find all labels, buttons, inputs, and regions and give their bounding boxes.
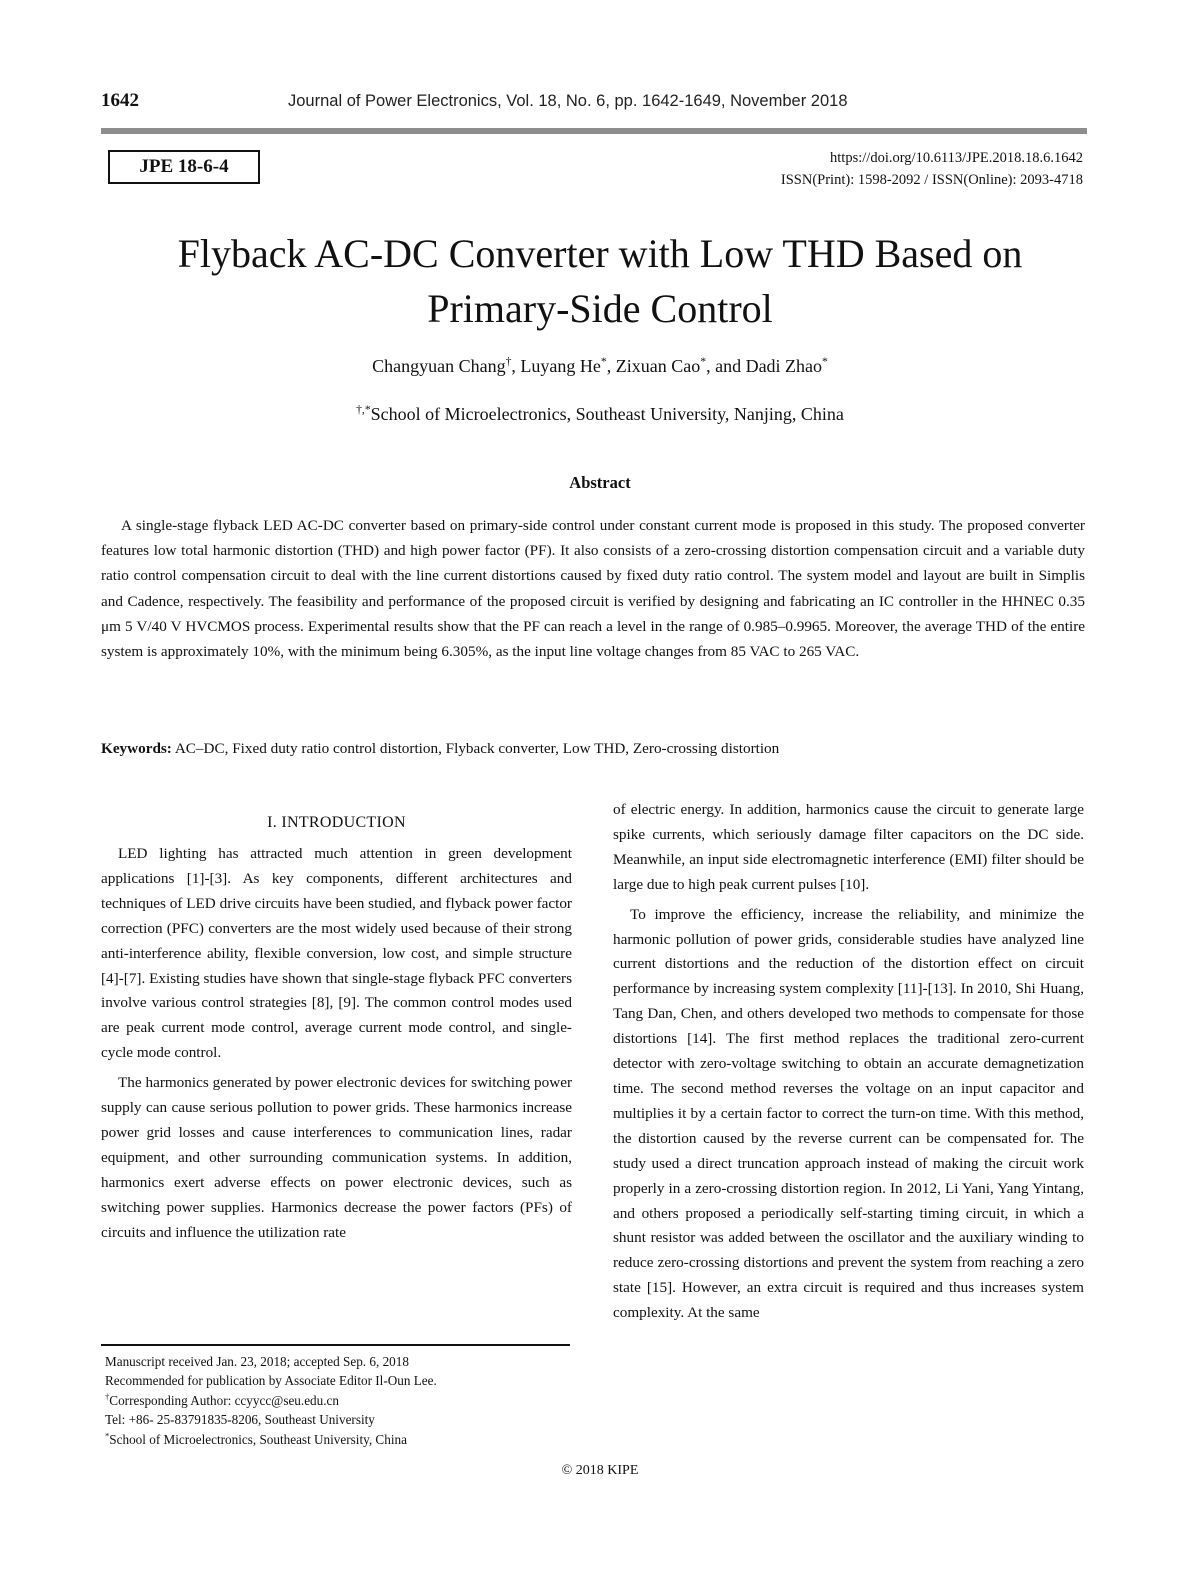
footnote-recommended: Recommended for publication by Associate Editor Il-Oun Lee. <box>105 1373 437 1389</box>
affiliation <box>60 404 1140 425</box>
paper-title <box>60 226 1140 336</box>
author-list <box>60 356 1140 377</box>
intro-paragraph-2: The harmonics generated by power electronic devices for switching power supply can cause serious pollution to power grids. These harmonics increase power grid losses and cause interferences to communication lines, radar equipment, and other surrounding communication systems. In addition, harmonics exert adverse effects on power electronic devices, such as switching power supplies. Harmonics decrease the power factors (PFs) of circuits and influence the utilization rate <box>101 1074 572 1241</box>
keywords-label: Keywords: <box>101 740 172 757</box>
title-line-2: Primary-Side Control <box>427 286 773 331</box>
author-1-mark: † <box>505 355 512 368</box>
abstract-text: A single-stage flyback LED AC-DC converter based on primary-side control under constant current mode is proposed in this study. The proposed converter features low total harmonic distortion (THD) and high power factor (PF). It also consists of a zero-crossing distortion compensation circuit and a variable duty ratio control compensation circuit to deal with the line current distortions caused by fixed duty ratio control. The system model and layout are built in Simplis and Cadence, respectively. The feasibility and performance of the proposed circuit is verified by designing and fabricating an IC controller in the HHNEC 0.35 μm 5 V/40 V HVCMOS process. Experimental results show that the PF can reach a level in the range of 0.985–0.9965. Moreover, the average THD of the entire system is approximately 10%, with the minimum being 6.305%, as the input line voltage changes from 85 VAC to 265 VAC. <box>101 517 1085 661</box>
author-4-mark: * <box>822 355 828 368</box>
copyright: © 2018 KIPE <box>561 1463 639 1478</box>
intro-paragraph-4: To improve the efficiency, increase the reliability, and minimize the harmonic pollution of power grids, considerable studies have analyzed line current distortions and the reduction of the distortion effect on circuit performance by increasing system complexity [11]-[13]. In 2010, Shi Huang, Tang Dan, Chen, and others developed two methods to compensate for those distortions [14]. The first method replaces the traditional zero-current detector with zero-voltage switching to obtain an accurate demagnetization time. The second method reverses the voltage on an input capacitor and multiplies it by a certain factor to correct the turn-on time. With this method, the distortion caused by the reverse current can be compensated for. The study used a direct truncation approach instead of making the circuit work properly in a zero-crossing distortion region. In 2012, Li Yani, Yang Yintang, and others proposed a periodically self-starting timing circuit, in which a shunt resistor was added between the oscillator and the auxiliary winding to reduce zero-crossing distortions and prevent the system from reaching a zero state [15]. However, an extra circuit is required and thus increases system complexity. At the same <box>613 905 1084 1322</box>
keywords-text: AC–DC, Fixed duty ratio control distortion, Flyback converter, Low THD, Zero-crossing distortion <box>171 740 780 757</box>
section-heading-introduction: I. INTRODUCTION <box>267 814 406 831</box>
header-rule <box>101 128 1087 134</box>
doi-link[interactable]: https://doi.org/10.6113/JPE.2018.18.6.1642 <box>830 150 1083 166</box>
author-3-mark: * <box>700 355 707 368</box>
jpe-code-box: JPE 18-6-4 <box>108 150 260 184</box>
affiliation-mark: †,* <box>356 403 371 416</box>
footnote-corresponding: †Corresponding Author: ccyycc@seu.edu.cn <box>105 1391 339 1408</box>
footnote-school: *School of Microelectronics, Southeast University, China <box>105 1430 407 1447</box>
title-line-1: Flyback AC-DC Converter with Low THD Based on <box>177 231 1023 276</box>
page-number: 1642 <box>101 90 139 111</box>
author-2: , Luyang He <box>511 356 601 376</box>
author-1: Changyuan Chang <box>372 356 506 376</box>
intro-paragraph-1: LED lighting has attracted much attention in green development applications [1]-[3]. As key components, different architectures and techniques of LED drive circuits have been studied, and flyback power factor correction (PFC) converters are the most widely used because of their strong anti-interference ability, flexible conversion, low cost, and simple structure [4]-[7]. Existing studies have shown that single-stage flyback PFC converters involve various control strategies [8], [9]. The common control modes used are peak current mode control, average current mode control, and single-cycle mode control. <box>101 845 572 1062</box>
author-2-mark: * <box>600 355 607 368</box>
author-4: , and Dadi Zhao <box>706 356 823 376</box>
author-3: , Zixuan Cao <box>606 356 701 376</box>
intro-paragraph-3: of electric energy. In addition, harmonics cause the circuit to generate large spike currents, which seriously damage filter capacitors on the DC side. Meanwhile, an input side electromagnetic interference (EMI) filter should be large due to high peak current pulses [10]. <box>613 801 1084 893</box>
keywords <box>101 740 1085 758</box>
right-column <box>613 798 1084 1331</box>
footnote-tel: Tel: +86- 25-83791835-8206, Southeast University <box>105 1412 375 1428</box>
footnote-rule <box>101 1344 570 1346</box>
abstract-heading: Abstract <box>569 473 631 492</box>
journal-citation: Journal of Power Electronics, Vol. 18, No. 6, pp. 1642-1649, November 2018 <box>288 92 848 110</box>
left-column <box>101 800 572 1251</box>
footnote-received: Manuscript received Jan. 23, 2018; accepted Sep. 6, 2018 <box>105 1354 409 1369</box>
issn-line: ISSN(Print): 1598-2092 / ISSN(Online): 2093-4718 <box>780 172 1083 188</box>
footnotes <box>101 1352 571 1449</box>
affiliation-text: School of Microelectronics, Southeast University, Nanjing, China <box>370 404 844 424</box>
